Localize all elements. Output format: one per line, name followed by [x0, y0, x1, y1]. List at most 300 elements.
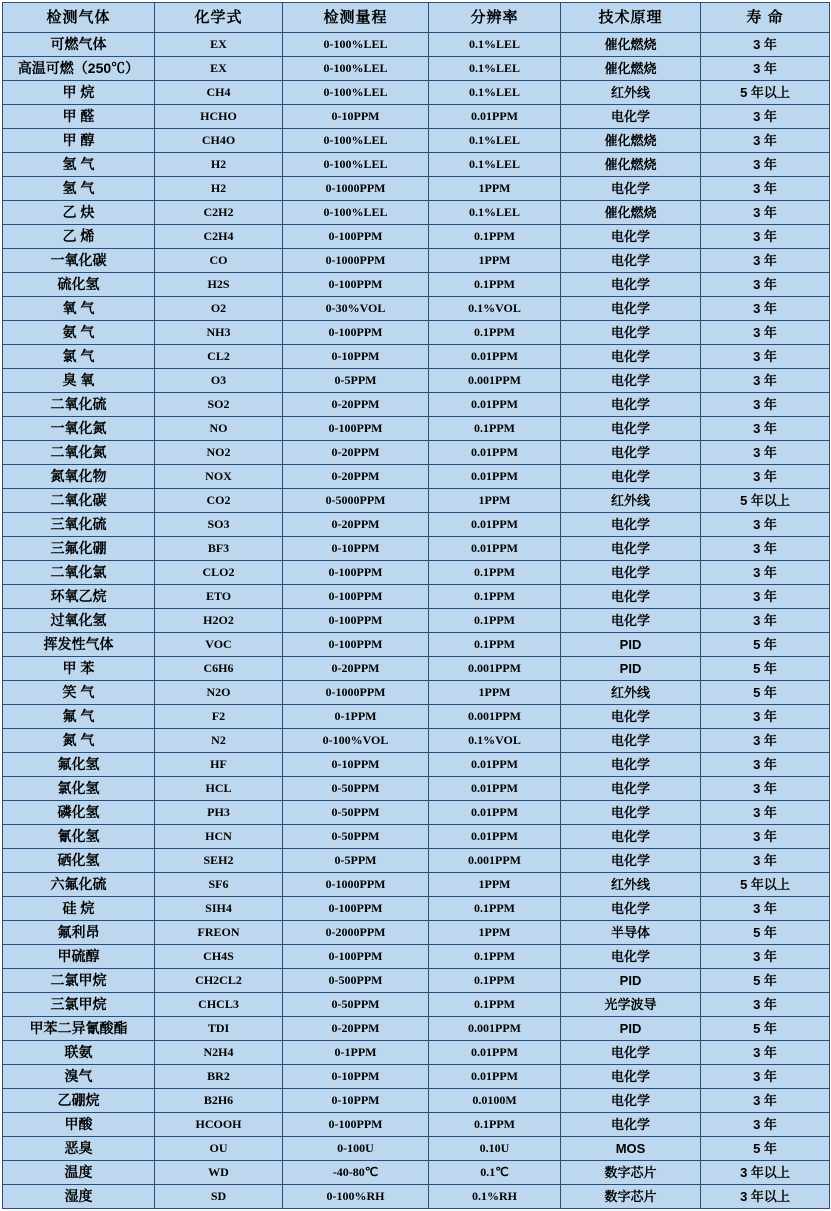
cell-range: 0-100PPM: [283, 945, 429, 969]
table-row: [3, 1089, 830, 1113]
table-row: [3, 153, 830, 177]
table-row: [3, 33, 830, 57]
cell-range: 0-50PPM: [283, 825, 429, 849]
cell-range: 0-1PPM: [283, 705, 429, 729]
cell-formula: HCHO: [155, 105, 283, 129]
cell-gas: 氮 气: [3, 729, 155, 753]
cell-gas: 恶臭: [3, 1137, 155, 1161]
cell-formula: SEH2: [155, 849, 283, 873]
cell-resolution: 0.01PPM: [429, 393, 561, 417]
table-body: [3, 33, 830, 1209]
table-row: [3, 537, 830, 561]
cell-technology: 电化学: [561, 1089, 701, 1113]
cell-lifetime: 3 年: [701, 729, 830, 753]
cell-range: 0-500PPM: [283, 969, 429, 993]
cell-formula: WD: [155, 1161, 283, 1185]
cell-gas: 氯化氢: [3, 777, 155, 801]
cell-gas: 环氧乙烷: [3, 585, 155, 609]
cell-range: 0-1000PPM: [283, 681, 429, 705]
cell-resolution: 0.01PPM: [429, 825, 561, 849]
cell-technology: 数字芯片: [561, 1161, 701, 1185]
table-row: [3, 657, 830, 681]
cell-formula: NOX: [155, 465, 283, 489]
cell-gas: 磷化氢: [3, 801, 155, 825]
table-header-row: [3, 3, 830, 33]
cell-range: 0-100PPM: [283, 321, 429, 345]
cell-lifetime: 3 年: [701, 225, 830, 249]
cell-resolution: 0.10U: [429, 1137, 561, 1161]
cell-gas: 二氯甲烷: [3, 969, 155, 993]
cell-technology: 电化学: [561, 249, 701, 273]
table-row: [3, 681, 830, 705]
cell-technology: 电化学: [561, 561, 701, 585]
cell-lifetime: 3 年: [701, 465, 830, 489]
cell-formula: CLO2: [155, 561, 283, 585]
cell-range: 0-20PPM: [283, 513, 429, 537]
cell-range: 0-5000PPM: [283, 489, 429, 513]
cell-lifetime: 3 年: [701, 369, 830, 393]
cell-resolution: 1PPM: [429, 177, 561, 201]
cell-formula: N2: [155, 729, 283, 753]
cell-formula: OU: [155, 1137, 283, 1161]
table-row: [3, 345, 830, 369]
cell-lifetime: 3 年: [701, 321, 830, 345]
gas-spec-table: [2, 2, 830, 1209]
cell-resolution: 0.1PPM: [429, 273, 561, 297]
cell-technology: 电化学: [561, 945, 701, 969]
cell-formula: SIH4: [155, 897, 283, 921]
cell-gas: 甲 烷: [3, 81, 155, 105]
table-row: [3, 921, 830, 945]
cell-range: 0-30%VOL: [283, 297, 429, 321]
cell-technology: 电化学: [561, 345, 701, 369]
cell-gas: 高温可燃（250℃）: [3, 57, 155, 81]
cell-lifetime: 3 年: [701, 33, 830, 57]
cell-lifetime: 5 年: [701, 921, 830, 945]
cell-range: 0-50PPM: [283, 777, 429, 801]
cell-formula: PH3: [155, 801, 283, 825]
cell-range: 0-100PPM: [283, 1113, 429, 1137]
cell-gas: 温度: [3, 1161, 155, 1185]
column-header-formula: 化学式: [155, 3, 283, 33]
cell-resolution: 0.01PPM: [429, 1065, 561, 1089]
cell-lifetime: 5 年: [701, 657, 830, 681]
cell-lifetime: 3 年: [701, 129, 830, 153]
table-row: [3, 969, 830, 993]
cell-gas: 一氧化氮: [3, 417, 155, 441]
cell-lifetime: 3 年: [701, 801, 830, 825]
cell-technology: PID: [561, 633, 701, 657]
cell-lifetime: 5 年: [701, 633, 830, 657]
cell-resolution: 0.01PPM: [429, 465, 561, 489]
cell-lifetime: 3 年: [701, 297, 830, 321]
cell-lifetime: 3 年: [701, 345, 830, 369]
cell-technology: 电化学: [561, 417, 701, 441]
cell-range: 0-10PPM: [283, 345, 429, 369]
cell-formula: O3: [155, 369, 283, 393]
cell-gas: 硅 烷: [3, 897, 155, 921]
cell-technology: 电化学: [561, 393, 701, 417]
cell-range: 0-100PPM: [283, 561, 429, 585]
cell-resolution: 0.0100M: [429, 1089, 561, 1113]
cell-technology: PID: [561, 657, 701, 681]
table-row: [3, 945, 830, 969]
cell-resolution: 0.01PPM: [429, 537, 561, 561]
table-row: [3, 513, 830, 537]
cell-lifetime: 3 年: [701, 849, 830, 873]
cell-formula: FREON: [155, 921, 283, 945]
cell-range: 0-100U: [283, 1137, 429, 1161]
cell-formula: C6H6: [155, 657, 283, 681]
cell-formula: VOC: [155, 633, 283, 657]
table-row: [3, 129, 830, 153]
cell-resolution: 0.01PPM: [429, 777, 561, 801]
cell-resolution: 0.1PPM: [429, 993, 561, 1017]
cell-resolution: 0.1PPM: [429, 585, 561, 609]
table-row: [3, 849, 830, 873]
column-header-technology: 技术原理: [561, 3, 701, 33]
cell-technology: 电化学: [561, 753, 701, 777]
table-row: [3, 1065, 830, 1089]
cell-gas: 溴气: [3, 1065, 155, 1089]
cell-resolution: 0.1%VOL: [429, 297, 561, 321]
cell-technology: 红外线: [561, 681, 701, 705]
cell-technology: 催化燃烧: [561, 129, 701, 153]
cell-technology: 红外线: [561, 489, 701, 513]
cell-formula: HCOOH: [155, 1113, 283, 1137]
cell-gas: 氧 气: [3, 297, 155, 321]
cell-resolution: 0.001PPM: [429, 657, 561, 681]
cell-lifetime: 3 年以上: [701, 1185, 830, 1209]
table-row: [3, 369, 830, 393]
cell-lifetime: 3 年: [701, 417, 830, 441]
table-row: [3, 873, 830, 897]
table-row: [3, 897, 830, 921]
table-row: [3, 249, 830, 273]
cell-lifetime: 3 年: [701, 825, 830, 849]
cell-technology: 红外线: [561, 873, 701, 897]
table-row: [3, 825, 830, 849]
cell-range: 0-100%LEL: [283, 81, 429, 105]
cell-formula: H2S: [155, 273, 283, 297]
cell-formula: NH3: [155, 321, 283, 345]
cell-technology: 催化燃烧: [561, 201, 701, 225]
table-row: [3, 801, 830, 825]
cell-formula: SO2: [155, 393, 283, 417]
cell-gas: 湿度: [3, 1185, 155, 1209]
cell-lifetime: 3 年: [701, 1113, 830, 1137]
table-row: [3, 1017, 830, 1041]
cell-technology: 电化学: [561, 1065, 701, 1089]
cell-formula: CO2: [155, 489, 283, 513]
cell-lifetime: 3 年: [701, 585, 830, 609]
cell-formula: N2H4: [155, 1041, 283, 1065]
cell-resolution: 0.1PPM: [429, 225, 561, 249]
cell-gas: 硒化氢: [3, 849, 155, 873]
cell-range: 0-100PPM: [283, 585, 429, 609]
column-header-range: 检测量程: [283, 3, 429, 33]
cell-resolution: 0.1PPM: [429, 969, 561, 993]
table-row: [3, 1137, 830, 1161]
cell-technology: PID: [561, 1017, 701, 1041]
cell-formula: ETO: [155, 585, 283, 609]
cell-gas: 氟化氢: [3, 753, 155, 777]
cell-lifetime: 3 年: [701, 945, 830, 969]
cell-lifetime: 3 年: [701, 1041, 830, 1065]
table-row: [3, 753, 830, 777]
cell-lifetime: 3 年: [701, 513, 830, 537]
cell-gas: 甲 醛: [3, 105, 155, 129]
cell-lifetime: 5 年: [701, 969, 830, 993]
table-row: [3, 633, 830, 657]
cell-range: 0-100%VOL: [283, 729, 429, 753]
cell-lifetime: 3 年: [701, 57, 830, 81]
cell-range: 0-50PPM: [283, 801, 429, 825]
table-row: [3, 393, 830, 417]
cell-gas: 氟利昂: [3, 921, 155, 945]
cell-technology: 电化学: [561, 585, 701, 609]
column-header-resolution: 分辨率: [429, 3, 561, 33]
cell-technology: 催化燃烧: [561, 33, 701, 57]
cell-lifetime: 3 年: [701, 153, 830, 177]
cell-range: 0-100PPM: [283, 897, 429, 921]
cell-formula: CH4O: [155, 129, 283, 153]
cell-formula: CH4S: [155, 945, 283, 969]
cell-technology: 电化学: [561, 177, 701, 201]
cell-resolution: 0.001PPM: [429, 849, 561, 873]
cell-gas: 乙 炔: [3, 201, 155, 225]
cell-technology: 电化学: [561, 705, 701, 729]
cell-range: 0-10PPM: [283, 753, 429, 777]
cell-formula: F2: [155, 705, 283, 729]
cell-lifetime: 3 年: [701, 177, 830, 201]
cell-range: 0-100%LEL: [283, 33, 429, 57]
cell-range: 0-1000PPM: [283, 249, 429, 273]
cell-technology: 催化燃烧: [561, 57, 701, 81]
cell-formula: HCL: [155, 777, 283, 801]
table-row: [3, 705, 830, 729]
cell-range: 0-20PPM: [283, 1017, 429, 1041]
cell-lifetime: 3 年: [701, 561, 830, 585]
cell-technology: 电化学: [561, 849, 701, 873]
cell-gas: 三氟化硼: [3, 537, 155, 561]
cell-formula: EX: [155, 57, 283, 81]
cell-gas: 氮氧化物: [3, 465, 155, 489]
cell-formula: H2: [155, 153, 283, 177]
cell-technology: 数字芯片: [561, 1185, 701, 1209]
cell-lifetime: 3 年: [701, 777, 830, 801]
table-row: [3, 57, 830, 81]
cell-resolution: 0.1%LEL: [429, 153, 561, 177]
cell-gas: 三氯甲烷: [3, 993, 155, 1017]
table-row: [3, 105, 830, 129]
cell-formula: O2: [155, 297, 283, 321]
cell-resolution: 1PPM: [429, 681, 561, 705]
table-row: [3, 1161, 830, 1185]
table-row: [3, 1185, 830, 1209]
cell-technology: 电化学: [561, 369, 701, 393]
cell-gas: 二氧化硫: [3, 393, 155, 417]
cell-lifetime: 3 年: [701, 201, 830, 225]
cell-formula: NO2: [155, 441, 283, 465]
table-row: [3, 609, 830, 633]
cell-resolution: 0.1PPM: [429, 321, 561, 345]
table-row: [3, 729, 830, 753]
table-row: [3, 297, 830, 321]
cell-formula: SD: [155, 1185, 283, 1209]
cell-resolution: 0.01PPM: [429, 105, 561, 129]
cell-formula: NO: [155, 417, 283, 441]
cell-technology: MOS: [561, 1137, 701, 1161]
table-row: [3, 1113, 830, 1137]
cell-resolution: 0.001PPM: [429, 1017, 561, 1041]
cell-formula: CHCL3: [155, 993, 283, 1017]
cell-gas: 三氧化硫: [3, 513, 155, 537]
table-row: [3, 561, 830, 585]
cell-resolution: 0.01PPM: [429, 753, 561, 777]
cell-technology: 电化学: [561, 801, 701, 825]
cell-range: 0-1000PPM: [283, 177, 429, 201]
table-row: [3, 585, 830, 609]
cell-range: 0-100%RH: [283, 1185, 429, 1209]
cell-gas: 挥发性气体: [3, 633, 155, 657]
cell-technology: 电化学: [561, 321, 701, 345]
table-row: [3, 993, 830, 1017]
cell-range: 0-1PPM: [283, 1041, 429, 1065]
cell-gas: 可燃气体: [3, 33, 155, 57]
cell-resolution: 0.1PPM: [429, 561, 561, 585]
cell-resolution: 0.1PPM: [429, 609, 561, 633]
cell-range: 0-100PPM: [283, 273, 429, 297]
cell-gas: 过氧化氢: [3, 609, 155, 633]
cell-range: 0-20PPM: [283, 393, 429, 417]
cell-resolution: 0.1%LEL: [429, 201, 561, 225]
cell-technology: 电化学: [561, 1113, 701, 1137]
table-row: [3, 81, 830, 105]
cell-gas: 氢 气: [3, 153, 155, 177]
cell-lifetime: 3 年: [701, 441, 830, 465]
cell-range: 0-2000PPM: [283, 921, 429, 945]
table-row: [3, 777, 830, 801]
cell-resolution: 0.1PPM: [429, 897, 561, 921]
cell-formula: B2H6: [155, 1089, 283, 1113]
cell-lifetime: 3 年: [701, 897, 830, 921]
cell-range: 0-50PPM: [283, 993, 429, 1017]
cell-technology: 电化学: [561, 465, 701, 489]
cell-formula: SO3: [155, 513, 283, 537]
cell-gas: 甲 醇: [3, 129, 155, 153]
cell-range: 0-1000PPM: [283, 873, 429, 897]
cell-gas: 二氧化氮: [3, 441, 155, 465]
cell-technology: 电化学: [561, 273, 701, 297]
cell-range: 0-20PPM: [283, 465, 429, 489]
cell-formula: SF6: [155, 873, 283, 897]
cell-range: 0-10PPM: [283, 1065, 429, 1089]
cell-gas: 氰化氢: [3, 825, 155, 849]
cell-gas: 氯 气: [3, 345, 155, 369]
cell-technology: 电化学: [561, 105, 701, 129]
cell-resolution: 0.1PPM: [429, 633, 561, 657]
cell-gas: 氟 气: [3, 705, 155, 729]
cell-resolution: 1PPM: [429, 921, 561, 945]
cell-resolution: 0.1℃: [429, 1161, 561, 1185]
cell-technology: 电化学: [561, 825, 701, 849]
cell-gas: 甲硫醇: [3, 945, 155, 969]
cell-resolution: 0.1%LEL: [429, 81, 561, 105]
cell-resolution: 0.01PPM: [429, 441, 561, 465]
cell-range: 0-5PPM: [283, 849, 429, 873]
cell-gas: 笑 气: [3, 681, 155, 705]
cell-range: 0-10PPM: [283, 1089, 429, 1113]
cell-resolution: 0.1PPM: [429, 1113, 561, 1137]
cell-lifetime: 5 年: [701, 681, 830, 705]
cell-lifetime: 3 年: [701, 705, 830, 729]
cell-gas: 一氧化碳: [3, 249, 155, 273]
cell-formula: CO: [155, 249, 283, 273]
cell-resolution: 0.001PPM: [429, 369, 561, 393]
cell-technology: 红外线: [561, 81, 701, 105]
cell-resolution: 0.01PPM: [429, 801, 561, 825]
table-row: [3, 225, 830, 249]
cell-technology: 电化学: [561, 729, 701, 753]
cell-lifetime: 3 年: [701, 1065, 830, 1089]
cell-technology: 电化学: [561, 537, 701, 561]
cell-technology: 催化燃烧: [561, 153, 701, 177]
cell-gas: 乙 烯: [3, 225, 155, 249]
cell-resolution: 1PPM: [429, 249, 561, 273]
cell-lifetime: 3 年: [701, 1089, 830, 1113]
table-row: [3, 1041, 830, 1065]
cell-range: 0-100%LEL: [283, 201, 429, 225]
table-row: [3, 441, 830, 465]
table-row: [3, 177, 830, 201]
cell-resolution: 0.01PPM: [429, 1041, 561, 1065]
column-header-gas: 检测气体: [3, 3, 155, 33]
cell-formula: H2O2: [155, 609, 283, 633]
cell-formula: HF: [155, 753, 283, 777]
column-header-lifetime: 寿 命: [701, 3, 830, 33]
cell-gas: 甲苯二异氰酸酯: [3, 1017, 155, 1041]
table-row: [3, 417, 830, 441]
table-row: [3, 489, 830, 513]
cell-resolution: 0.1PPM: [429, 945, 561, 969]
cell-technology: 电化学: [561, 297, 701, 321]
cell-lifetime: 3 年: [701, 273, 830, 297]
table-row: [3, 201, 830, 225]
cell-range: 0-100PPM: [283, 633, 429, 657]
cell-formula: TDI: [155, 1017, 283, 1041]
cell-formula: CH2CL2: [155, 969, 283, 993]
cell-gas: 乙硼烷: [3, 1089, 155, 1113]
cell-resolution: 1PPM: [429, 489, 561, 513]
cell-range: 0-100PPM: [283, 225, 429, 249]
cell-technology: 光学波导: [561, 993, 701, 1017]
table-row: [3, 321, 830, 345]
cell-range: 0-100%LEL: [283, 153, 429, 177]
cell-range: 0-10PPM: [283, 105, 429, 129]
cell-lifetime: 5 年: [701, 1017, 830, 1041]
cell-gas: 甲 苯: [3, 657, 155, 681]
cell-formula: BF3: [155, 537, 283, 561]
cell-lifetime: 5 年以上: [701, 81, 830, 105]
cell-lifetime: 5 年以上: [701, 489, 830, 513]
table-row: [3, 465, 830, 489]
cell-lifetime: 3 年: [701, 249, 830, 273]
cell-formula: EX: [155, 33, 283, 57]
cell-range: 0-100PPM: [283, 417, 429, 441]
cell-resolution: 0.01PPM: [429, 345, 561, 369]
cell-technology: 电化学: [561, 777, 701, 801]
